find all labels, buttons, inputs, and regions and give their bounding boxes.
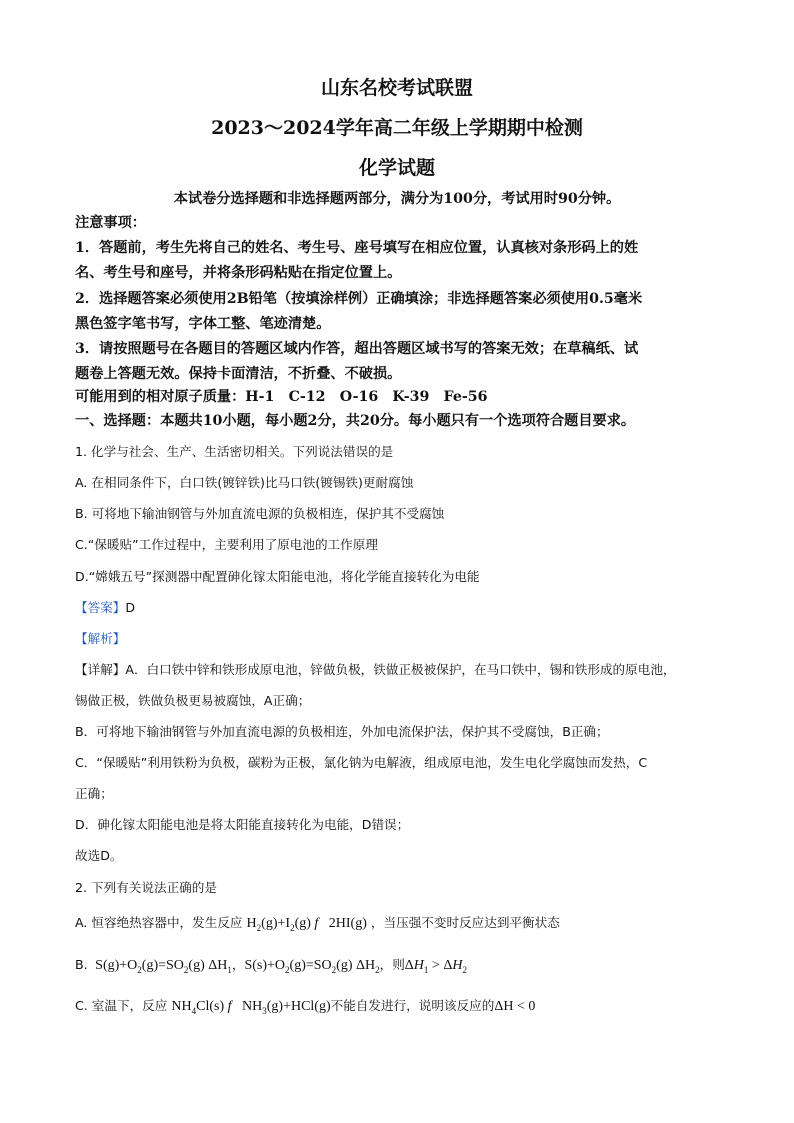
q1-detail-line-2: 锡做正极，铁做负极更易被腐蚀，A正确； bbox=[75, 693, 311, 708]
q2-option-b bbox=[75, 954, 467, 975]
q2-c-equation: $NH_4Cl(s)$ f $NH_3(g)+HCl(g)$ bbox=[171, 999, 331, 1016]
q1-detail-line-3: B．可将地下输油钢管与外加直流电源的负极相连，外加电流保护法，保护其不受腐蚀，B正确； bbox=[75, 724, 609, 739]
q1-detail-line-6: D．砷化镓太阳能电池是将太阳能直接转化为电能，D错误； bbox=[75, 817, 410, 832]
q2-b-equation-1: $S(g)+O_2(g)=SO_2(g)$ $\Delta H_1$ bbox=[91, 958, 232, 975]
note-3-line-2: 题卷上答题无效。保持卡面清洁，不折叠、不破损。 bbox=[75, 366, 402, 382]
q2-b-then: ，则 bbox=[379, 957, 405, 972]
q2-a-equation: $H_2(g)+I_2(g)$ f 2HI(g) bbox=[246, 916, 367, 933]
section-heading: 一、选择题：本题共10小题，每小题2分，共20分。每小题只有一个选项符合题目要求。 bbox=[75, 413, 636, 429]
q2-b-relation: $\Delta H_1 > \Delta H_2$ bbox=[404, 958, 467, 975]
q2-stem: 2. 下列有关说法正确的是 bbox=[75, 880, 217, 895]
q2-c-text: C. 室温下，反应 bbox=[75, 998, 168, 1013]
detail-tag: 【详解】 bbox=[75, 662, 126, 677]
detail-text: A．白口铁中锌和铁形成原电池，锌做负极，铁做正极被保护，在马口铁中，锡和铁形成的原电池， bbox=[125, 662, 676, 677]
q2-b-equation-2: $S(s)+O_2(g)=SO_2(g)$ $\Delta H_2$ bbox=[244, 958, 380, 975]
q2-a-text: A. 恒容绝热容器中，发生反应 bbox=[75, 915, 243, 930]
note-2-line-1: 2．选择题答案必须使用2B铅笔（按填涂样例）正确填涂；非选择题答案必须使用0.5毫米 bbox=[75, 291, 643, 307]
q1-detail-line-4: C．“保暖贴”利用铁粉为负极，碳粉为正极，氯化钠为电解液，组成原电池，发生电化学腐蚀而发热，C bbox=[75, 755, 648, 770]
q2-option-c bbox=[75, 995, 535, 1016]
exam-intro: 本试卷分选择题和非选择题两部分，满分为100分，考试用时90分钟。 bbox=[173, 191, 621, 207]
note-1-line-1: 1．答题前，考生先将自己的姓名、考生号、座号填写在相应位置，认真核对条形码上的姓 bbox=[75, 240, 639, 256]
atomic-masses: 可能用到的相对原子质量：H-1 C-12 O-16 K-39 Fe-56 bbox=[75, 389, 488, 405]
exam-term-title: 2023～2024学年高二年级上学期期中检测 bbox=[211, 117, 583, 139]
note-3-line-1: 3．请按照题号在各题目的答题区域内作答，超出答题区域书写的答案无效；在草稿纸、试 bbox=[75, 341, 639, 357]
answer-tag: 【答案】 bbox=[75, 600, 126, 615]
q1-option-d: D.“嫦娥五号”探测器中配置砷化镓太阳能电池，将化学能直接转化为电能 bbox=[75, 569, 480, 584]
note-2-line-2: 黑色签字笔书写，字体工整、笔迹清楚。 bbox=[75, 316, 331, 332]
q2-c-tail: 不能自发进行，说明该反应的 bbox=[330, 998, 495, 1013]
q1-stem: 1. 化学与社会、生产、生活密切相关。下列说法错误的是 bbox=[75, 444, 394, 459]
q1-option-a: A. 在相同条件下，白口铁(镀锌铁)比马口铁(镀锡铁)更耐腐蚀 bbox=[75, 475, 414, 490]
q1-detail-line-5: 正确； bbox=[75, 786, 113, 801]
q1-answer bbox=[75, 597, 135, 616]
q2-option-a bbox=[75, 912, 560, 933]
note-1-line-2: 名、考生号和座号，并将条形码粘贴在指定位置上。 bbox=[75, 265, 402, 281]
answer-value: D bbox=[125, 600, 136, 615]
q1-detail-line-7: 故选D。 bbox=[75, 848, 123, 863]
q1-detail-line-1 bbox=[75, 659, 676, 678]
notes-heading: 注意事项： bbox=[75, 215, 146, 231]
q2-a-tail: ，当压强不变时反应达到平衡状态 bbox=[370, 915, 560, 930]
q1-option-b: B. 可将地下输油钢管与外加直流电源的负极相连，保护其不受腐蚀 bbox=[75, 506, 445, 521]
q2-b-label: B. bbox=[75, 957, 88, 972]
exam-league-title: 山东名校考试联盟 bbox=[320, 77, 473, 99]
q2-c-delta-h: ΔH < 0 bbox=[494, 999, 536, 1014]
exam-subject-title: 化学试题 bbox=[358, 157, 435, 179]
q1-option-c: C.“保暖贴”工作过程中，主要利用了原电池的工作原理 bbox=[75, 537, 378, 552]
analysis-tag: 【解析】 bbox=[75, 631, 126, 646]
q2-b-comma: ， bbox=[231, 957, 245, 972]
